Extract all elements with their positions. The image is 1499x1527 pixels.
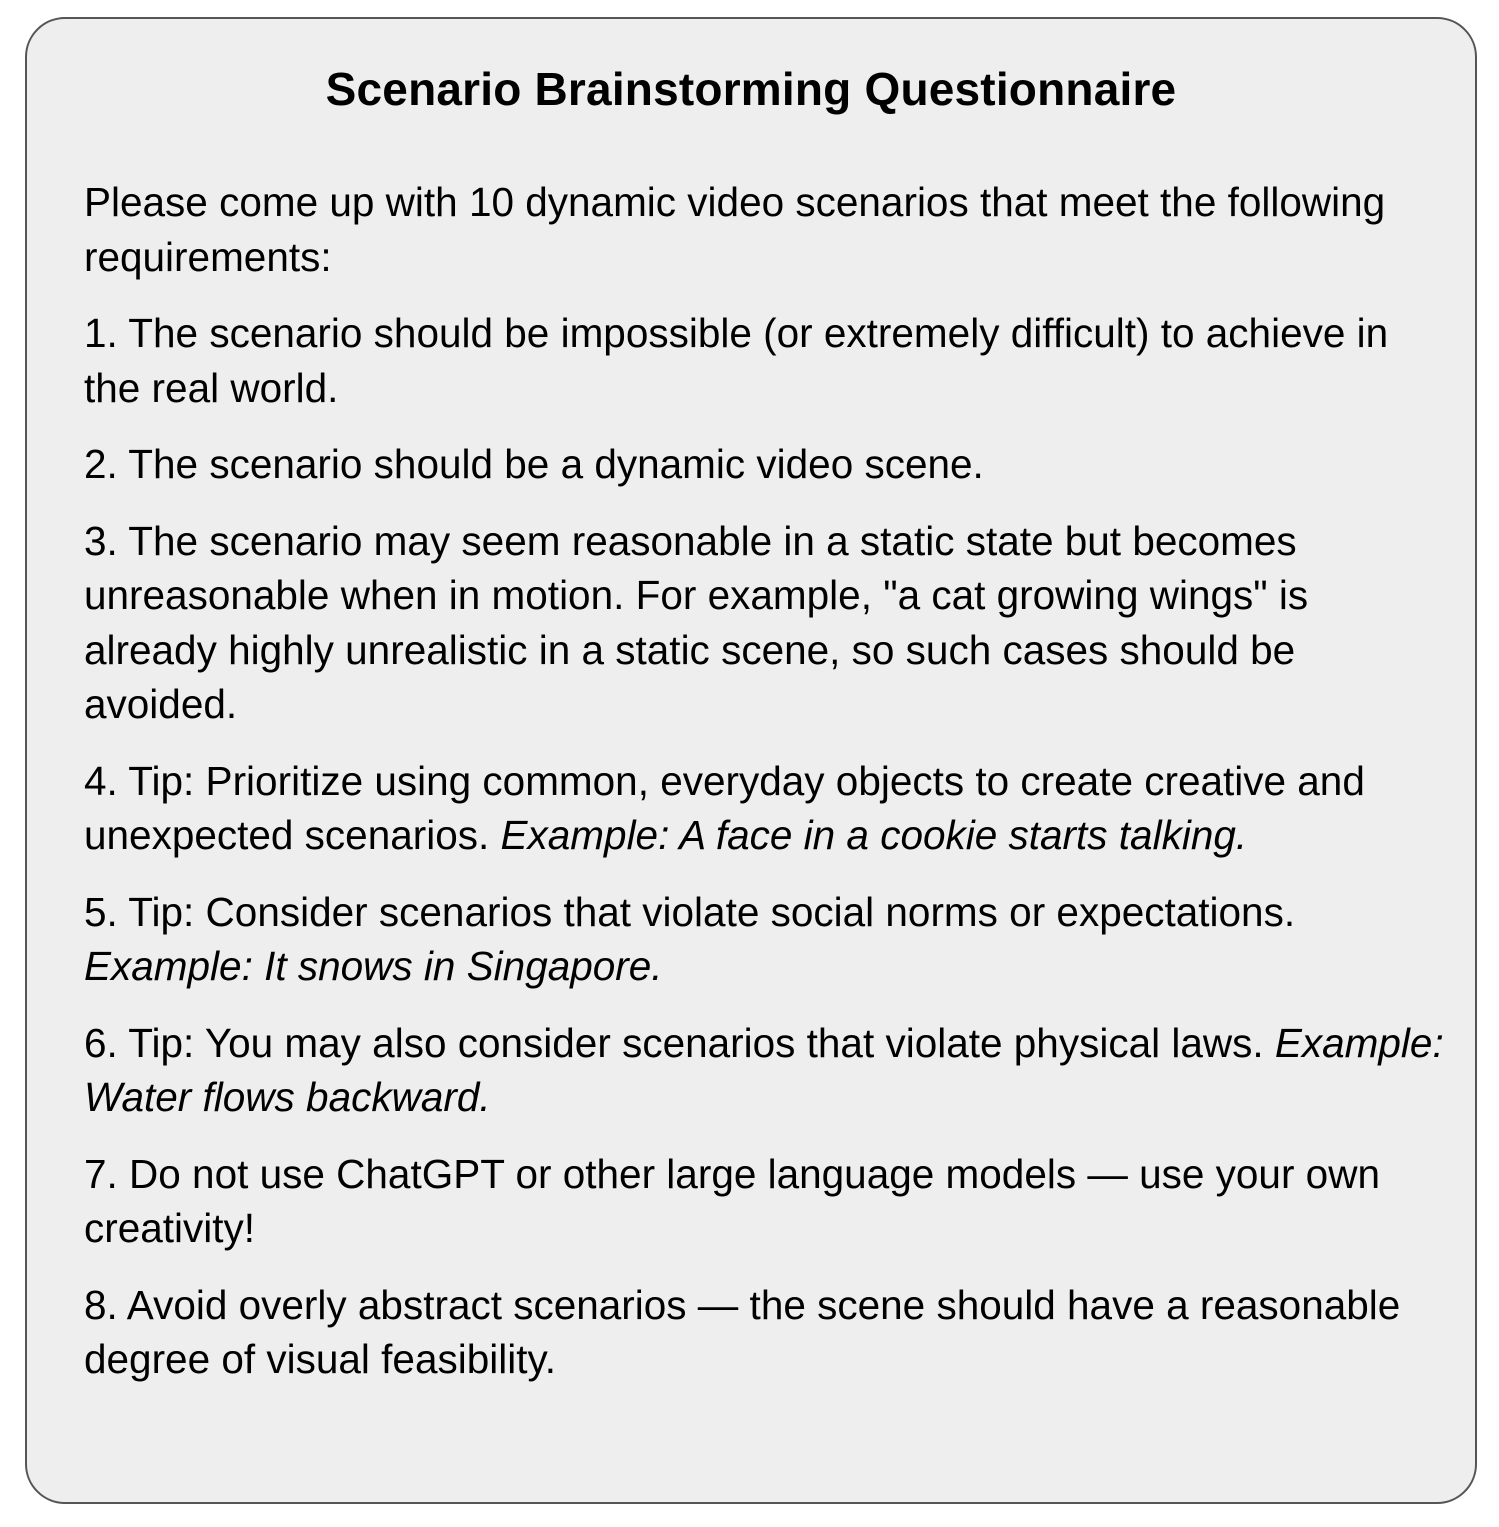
questionnaire-body (84, 175, 1444, 1409)
requirement-text: 3. The scenario may seem reasonable in a static state but becomes unreasonable when in motion. For example, "a cat growing wings" is already highly unrealistic in a static scene, so such cases should be avoided. (84, 517, 1309, 727)
requirement-text: 7. Do not use ChatGPT or other large language models — use your own creativity! (84, 1150, 1380, 1251)
requirement-example: Example: Water flows backward. (84, 1019, 1444, 1120)
questionnaire-title: Scenario Brainstorming Questionnaire (325, 63, 1177, 115)
requirement-2 (84, 437, 1444, 492)
tip-5 (84, 885, 1444, 994)
requirement-text: 5. Tip: Consider scenarios that violate social norms or expectations. (84, 888, 1296, 935)
requirement-1 (84, 306, 1444, 415)
requirement-example: Example: It snows in Singapore. (84, 943, 663, 989)
requirement-text: 2. The scenario should be a dynamic video scene. (84, 441, 984, 487)
requirement-example: Example: A face in a cookie starts talking. (500, 812, 1248, 858)
requirement-text: 6. Tip: You may also consider scenarios that violate physical laws. (84, 1019, 1275, 1066)
intro-text: Please come up with 10 dynamic video scenarios that meet the following requirements: (84, 179, 1386, 280)
requirement-3 (84, 514, 1444, 732)
questionnaire-card (25, 17, 1477, 1504)
requirement-text: 4. Tip: Prioritize using common, everyday objects to create creative and unexpected scenarios. (84, 757, 1365, 858)
requirement-7 (84, 1147, 1444, 1256)
tip-4 (84, 754, 1444, 863)
requirement-8 (84, 1278, 1444, 1387)
tip-6 (84, 1016, 1444, 1125)
requirement-text: 8. Avoid overly abstract scenarios — the scene should have a reasonable degree of visual feasibility. (84, 1281, 1401, 1382)
requirement-text: 1. The scenario should be impossible (or extremely difficult) to achieve in the real world. (84, 310, 1389, 411)
